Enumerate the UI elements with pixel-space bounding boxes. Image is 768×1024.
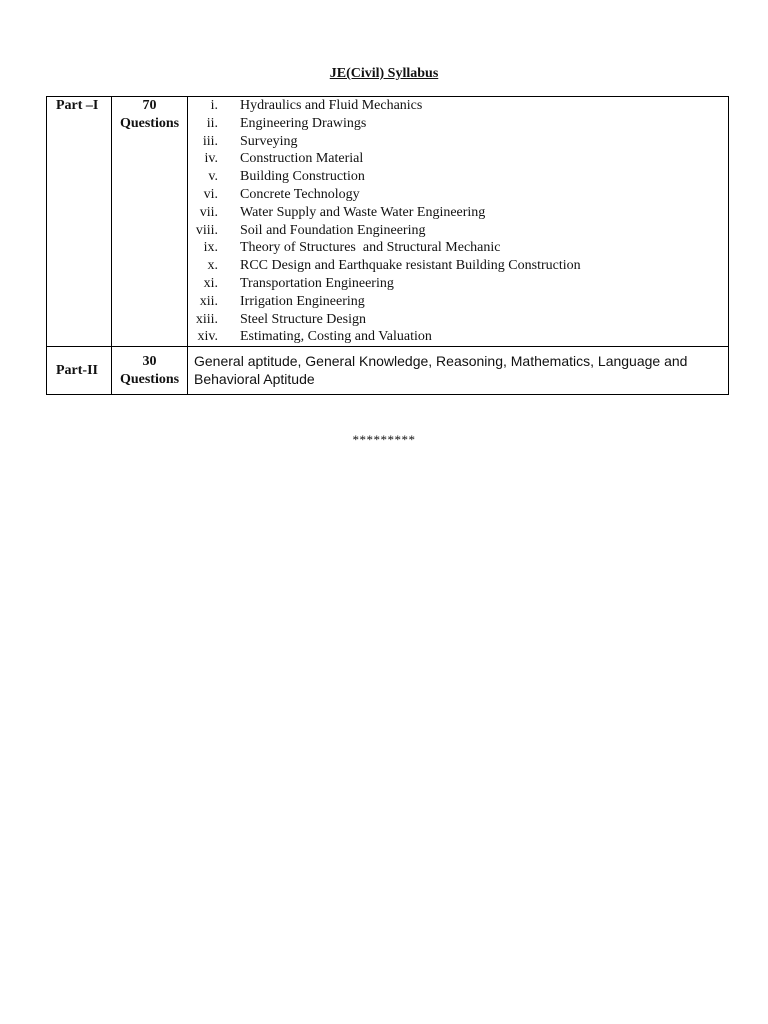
list-item bbox=[188, 150, 728, 168]
list-item bbox=[188, 293, 728, 311]
end-separator: ********* bbox=[352, 432, 416, 447]
list-item bbox=[188, 97, 728, 115]
topic-text: Building Construction bbox=[240, 169, 365, 185]
list-item bbox=[188, 222, 728, 240]
topic-text: Construction Material bbox=[240, 151, 364, 167]
list-item bbox=[188, 204, 728, 222]
topic-number: xii. bbox=[199, 293, 218, 309]
topic-number: ix. bbox=[203, 240, 218, 256]
list-item bbox=[188, 311, 728, 329]
question-count-cell bbox=[112, 347, 188, 395]
part-name: Part –I bbox=[56, 98, 99, 113]
topic-text: RCC Design and Earthquake resistant Building Construction bbox=[240, 258, 581, 274]
topic-number: v. bbox=[208, 169, 218, 185]
list-item bbox=[188, 257, 728, 275]
list-item bbox=[188, 115, 728, 133]
topic-text: Concrete Technology bbox=[240, 186, 360, 202]
question-count-label: Questions bbox=[119, 371, 180, 387]
list-item bbox=[188, 168, 728, 186]
topic-text: Water Supply and Waste Water Engineering bbox=[240, 204, 486, 220]
topic-text: Theory of Structures and Structural Mechanic bbox=[240, 240, 501, 256]
table-row-part-1 bbox=[47, 97, 729, 347]
part-cell bbox=[47, 347, 112, 395]
syllabus-table bbox=[46, 96, 729, 395]
topic-number: ii. bbox=[206, 115, 218, 131]
part-description: General aptitude, General Knowledge, Reasoning, Mathematics, Language and Behavioral Aptitude bbox=[194, 353, 688, 388]
topic-text: Engineering Drawings bbox=[240, 115, 367, 131]
topic-number: viii. bbox=[195, 222, 218, 238]
topic-text: Estimating, Costing and Valuation bbox=[240, 329, 432, 345]
topic-number: xi. bbox=[203, 275, 218, 291]
question-count: 30 bbox=[142, 353, 157, 369]
list-item bbox=[188, 239, 728, 257]
topic-number: i. bbox=[210, 98, 218, 113]
page-title: JE(Civil) Syllabus bbox=[329, 66, 439, 81]
topic-number: x. bbox=[207, 258, 218, 274]
part-cell bbox=[47, 97, 112, 347]
question-count: 70 bbox=[142, 98, 157, 113]
part-name: Part-II bbox=[56, 362, 98, 378]
topic-number: iv. bbox=[204, 151, 218, 167]
topic-number: xiii. bbox=[195, 311, 218, 327]
question-count-cell bbox=[112, 97, 188, 347]
topic-text: Soil and Foundation Engineering bbox=[240, 222, 426, 238]
topic-text: Transportation Engineering bbox=[240, 275, 394, 291]
question-count-label: Questions bbox=[119, 115, 180, 131]
topic-number: xiv. bbox=[197, 329, 218, 345]
topic-text: Irrigation Engineering bbox=[240, 293, 365, 309]
topic-number: vi. bbox=[203, 186, 218, 202]
list-item bbox=[188, 133, 728, 151]
topic-number: vii. bbox=[199, 204, 218, 220]
topics-cell bbox=[188, 347, 729, 395]
topic-number: iii. bbox=[202, 133, 218, 149]
list-item bbox=[188, 275, 728, 293]
topics-cell bbox=[188, 97, 729, 347]
topic-text: Hydraulics and Fluid Mechanics bbox=[240, 98, 423, 113]
topic-text: Steel Structure Design bbox=[240, 311, 366, 327]
table-row-part-2 bbox=[47, 347, 729, 395]
topic-text: Surveying bbox=[240, 133, 298, 149]
list-item bbox=[188, 328, 728, 346]
list-item bbox=[188, 186, 728, 204]
